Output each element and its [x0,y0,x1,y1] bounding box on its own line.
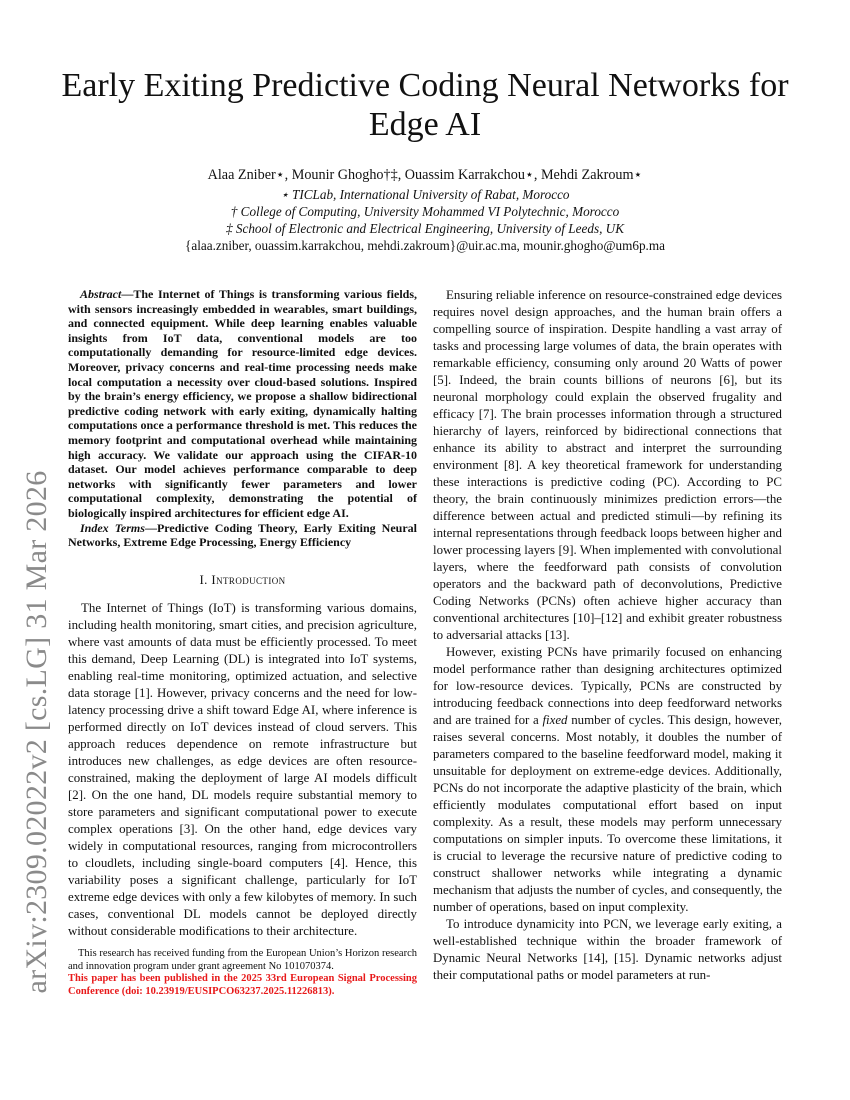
arxiv-identifier: arXiv:2309.02022v2 [cs.LG] 31 Mar 2026 [20,470,53,994]
body-paragraph: To introduce dynamicity into PCN, we leverage early exiting, a well-established technique within the broader framework of Dynamic Neural Networks [14], [15]. Dynamic networks adjust their computational paths or model parameters at run- [433,917,782,982]
abstract-text: —The Internet of Things is transforming various fields, with sensors increasingly embedded in wearables, smart buildings, and connected equipment. While deep learning enables valuable insights from IoT data, conventional models are too computationally demanding for resource-limited edge devices. Moreover, privacy concerns and real-time processing needs make local computation a necessity over cloud-based solutions. Inspired by the brain’s energy efficiency, we propose a shallow bidirectional predictive coding network with early exiting, dynamically halting computations once a performance threshold is met. This reduces the memory footprint and computational overhead while maintaining high accuracy. We validate our approach using the CIFAR-10 dataset. Our model achieves performance comparable to deep networks with significantly fewer parameters and lower computational complexity, demonstrating the potential of biologically inspired architectures for efficient edge AI. [68,287,417,520]
section-heading-introduction: I. Introduction [199,572,286,587]
abstract-label: Abstract [80,287,122,301]
paper-title: Early Exiting Predictive Coding Neural Networks for Edge AI [61,67,789,143]
abstract [68,287,417,550]
publication-notice: This paper has been published in the 2025 33rd European Signal Processing Conference (doi: 10.23919/EUSIPCO63237.2025.11226813). [68,973,417,997]
right-column [433,287,782,984]
footnote [68,948,417,998]
affiliation-text: † College of Computing, University Mohammed VI Polytechnic, Morocco [230,204,620,219]
affiliation-text: ⋆ TICLab, International University of Rabat, Morocco [280,187,570,202]
index-terms-label: Index Terms [80,520,145,535]
intro-paragraph: The Internet of Things (IoT) is transforming various domains, including health monitoring, smart cities, and precision agriculture, where vast amounts of data must be efficiently processed. To meet this demand, Deep Learning (DL) is integrated into IoT systems, enabling real-time monitoring, optimized actuation, and selective data storage [1]. However, privacy concerns and the need for low-latency processing drive a shift toward Edge AI, where inference is performed directly on IoT devices instead of cloud servers. This approach reduces dependence on remote infrastructure but introduces new challenges, as edge devices are often resource-constrained, making the deployment of large AI models difficult [2]. On the one hand, DL models require substantial memory to store parameters and significant computational power to execute complex operations [3]. On the other hand, edge devices vary widely in computational resources, ranging from microcontrollers to cloudlets, including single-board computers [4]. Hence, this variability poses a significant challenge, particularly for IoT extreme edge devices with only a few kilobytes of memory. In such cases, conventional DL models cannot be deployed directly without considerable modifications to their architecture. [68,600,417,938]
body-paragraph [433,644,782,916]
affiliation-text: ‡ School of Electronic and Electrical Engineering, University of Leeds, UK [226,221,624,236]
funding-footnote: This research has received funding from the European Union’s Horizon research and innovation program under grant agreement No 101070374. [68,948,417,972]
left-column [68,287,417,940]
author-list: Alaa Zniber⋆, Mounir Ghogho†‡, Ouassim Karrakchou⋆, Mehdi Zakroum⋆ [207,167,643,183]
arxiv-sidebar [0,392,77,1072]
affiliation-leeds [60,220,790,237]
author-emails: {alaa.zniber, ouassim.karrakchou, mehdi.zakroum}@uir.ac.ma, mounir.ghogho@um6p.ma [185,238,665,253]
body-text: However, existing PCNs have primarily focused on enhancing model performance rather than designing architectures optimized for low-resource devices. Typically, PCNs are constructed by introducing feedback connections into deep feedforward networks and are trained for a [433,645,782,727]
body-text: number of cycles. This design, however, raises several concerns. Most notably, it doubles the number of parameters compared to the baseline feedforward model, making it unsuitable for deployment on extreme-edge devices. Additionally, PCNs do not incorporate the adaptive plasticity of the brain, which efficiently modulates computational effort based on input complexity. As a result, these models may perform unnecessary computations on simpler inputs. To overcome these limitations, it is crucial to leverage the recursive nature of predictive coding to construct shallower networks while integrating a dynamic mechanism that adjusts the number of cycles, and consequently, the number of operations, based on input complexity. [433,713,782,914]
emphasis-text: fixed [542,713,568,727]
index-terms-text: —Predictive Coding Theory, Early Exiting Neural Networks, Extreme Edge Processing, Energy Efficiency [68,520,417,550]
affiliation-um6p [60,203,790,220]
body-paragraph: Ensuring reliable inference on resource-constrained edge devices requires novel design approaches, and the human brain offers a compelling source of inspiration. Despite handling a vast array of tasks and processing large volumes of data, the brain operates with remarkable efficiency, consuming only around 20 Watts of power [5]. Indeed, the brain counts billions of neurons [6], but its neuronal morphology could explain the observed frugality and efficacy [7]. The brain processes information through a structured hierarchy of layers, reinforced by bidirectional connections that enhance its ability to abstract and interpret the surrounding environment [8]. A key theoretical framework for understanding these interactions is predictive coding (PC). According to PC theory, the brain continuously minimizes prediction errors—the difference between actual and predicted stimuli—by refining its internal representations through feedback loops between higher and lower processing layers [9]. When implemented with convolutional layers, where the feedforward path consists of convolution operators and the backward path of deconvolutions, Predictive Coding Networks (PCNs) often achieve higher accuracy than conventional architectures [10]–[12] and exhibit greater robustness to adversarial attacks [13]. [433,288,782,642]
affiliation-ticlab [60,186,790,203]
